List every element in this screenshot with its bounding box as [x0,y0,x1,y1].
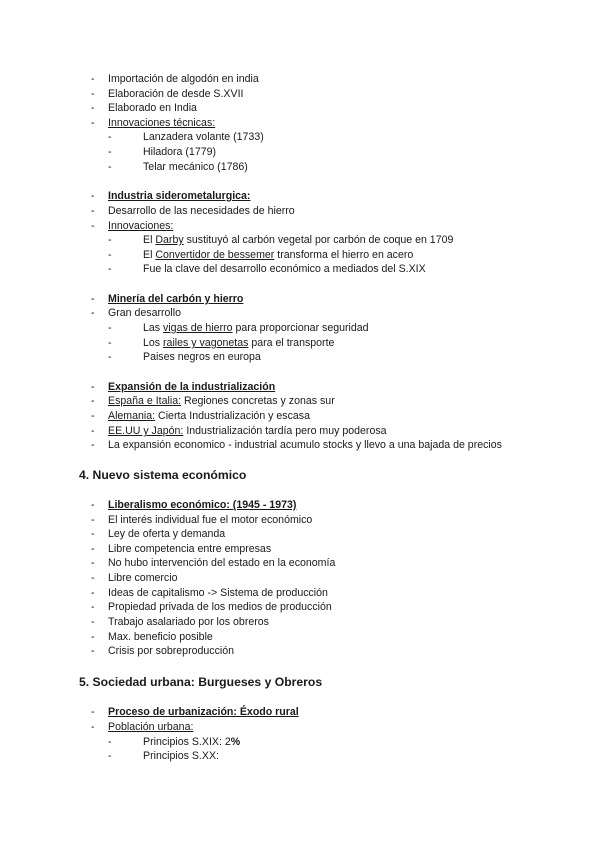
item-text [143,321,369,335]
item-text: Lanzadera volante (1733) [143,131,264,143]
section-title: Industria siderometalurgica: [108,190,251,202]
bullet-dash: - [91,601,95,613]
bullet-dash: - [91,543,95,555]
list-item [0,394,600,408]
bullet-dash: - [91,73,95,85]
bullet-dash: - [91,528,95,540]
text-part: Principios S.XIX: 2 [143,736,231,748]
list-item [0,644,600,658]
bessemer-term: Convertidor de bessemer [155,249,275,261]
item-text [143,336,334,350]
bullet-dash: - [91,645,95,657]
vigas-term: vigas de hierro [163,322,233,334]
text-part: Regiones concretas y zonas sur [181,395,335,407]
item-text [108,424,387,438]
item-text: Crisis por sobreproducción [108,645,235,657]
list-item [0,219,600,233]
item-text: Gran desarrollo [108,307,182,319]
list-item [0,556,600,570]
bullet-dash: - [108,351,112,363]
item-text: Libre comercio [108,572,178,584]
list-item [0,87,600,101]
bullet-dash: - [91,631,95,643]
bullet-dash: - [108,263,112,275]
list-item [0,306,600,320]
percent-sign: % [230,736,241,748]
espana-italia-label: España e Italia: [108,395,182,407]
item-text: Importación de algodón en india [108,73,259,85]
bullet-dash: - [91,706,95,718]
bullet-dash: - [108,249,112,261]
railes-term: railes y vagonetas [163,337,249,349]
item-text: Principios S.XX: [143,750,219,762]
sub-list-item [0,130,600,144]
sub-list-item [0,262,600,276]
poblacion-urbana-label: Población urbana: [108,721,194,733]
text-part: Los [143,337,164,349]
item-text [143,248,413,262]
section-title-row [0,498,600,512]
list-item [0,586,600,600]
item-text [143,735,240,749]
list-item [0,513,600,527]
text-part: para proporcionar seguridad [232,322,369,334]
list-item [0,101,600,115]
text-part: Cierta Industrialización y escasa [155,410,310,422]
list-item [0,720,600,734]
item-text: Max. beneficio posible [108,631,213,643]
section-title: Liberalismo económico: (1945 - 1973) [108,499,297,511]
bullet-dash: - [108,234,112,246]
bullet-dash: - [91,88,95,100]
innovaciones-tecnicas-label: Innovaciones técnicas: [108,117,216,129]
section-title-row [0,380,600,394]
bullet-dash: - [108,131,112,143]
list-item [0,600,600,614]
item-text: Elaborado en India [108,102,197,114]
item-text: Telar mecánico (1786) [143,161,248,173]
bullet-dash: - [108,146,112,158]
text-part: sustituyó al carbón vegetal por carbón de coque en 1709 [183,234,454,246]
bullet-dash: - [91,514,95,526]
sub-list-item [0,350,600,364]
item-text: La expansión economico - industrial acumulo stocks y llevo a una bajada de precios [108,439,502,451]
item-text [108,394,335,408]
item-text: Ley de oferta y demanda [108,528,226,540]
sub-list-item [0,145,600,159]
list-item [0,615,600,629]
bullet-dash: - [91,587,95,599]
sub-list-item [0,233,600,247]
darby-term: Darby [155,234,184,246]
bullet-dash: - [91,425,95,437]
list-item [0,204,600,218]
text-part: para el transporte [248,337,335,349]
bullet-dash: - [91,499,95,511]
section-title: Proceso de urbanización: Éxodo rural [108,706,299,718]
bullet-dash: - [91,205,95,217]
section-title: Expansión de la industrialización [108,381,276,393]
item-text [143,233,453,247]
text-part: Industrialización tardía pero muy poderosa [183,425,387,437]
bullet-dash: - [91,190,95,202]
bullet-dash: - [91,410,95,422]
list-item [0,571,600,585]
text-part: El [143,234,156,246]
bullet-dash: - [108,750,112,762]
list-item [0,409,600,423]
item-text: Ideas de capitalismo -> Sistema de producción [108,587,328,599]
section-heading-4: 4. Nuevo sistema económico [79,468,247,482]
text-part: El [143,249,156,261]
item-text: Paises negros en europa [143,351,261,363]
item-text: Hiladora (1779) [143,146,217,158]
bullet-dash: - [91,220,95,232]
bullet-dash: - [91,102,95,114]
item-text [108,409,310,423]
sub-list-item [0,749,600,763]
bullet-dash: - [91,721,95,733]
section-title-row [0,189,600,203]
section-title-row [0,705,600,719]
item-text: Elaboración de desde S.XVII [108,88,244,100]
item-text: Trabajo asalariado por los obreros [108,616,269,628]
bullet-dash: - [108,161,112,173]
text-part: transforma el hierro en acero [274,249,414,261]
item-text: El interés individual fue el motor económico [108,514,313,526]
text-part: Las [143,322,164,334]
innovaciones-label: Innovaciones: [108,220,174,232]
item-text: Propiedad privada de los medios de producción [108,601,332,613]
section-heading-5: 5. Sociedad urbana: Burgueses y Obreros [79,675,323,689]
bullet-dash: - [91,395,95,407]
bullet-dash: - [91,293,95,305]
item-text: Libre competencia entre empresas [108,543,272,555]
sub-list-item [0,321,600,335]
bullet-dash: - [108,322,112,334]
section-title: Minería del carbón y hierro [108,293,244,305]
list-item [0,527,600,541]
bullet-dash: - [91,572,95,584]
item-text: No hubo intervención del estado en la economía [108,557,336,569]
section-title-row [0,292,600,306]
item-text: Fue la clave del desarrollo económico a mediados del S.XIX [143,263,426,275]
bullet-dash: - [91,117,95,129]
bullet-dash: - [91,307,95,319]
eeuu-japon-label: EE.UU y Japón: [108,425,184,437]
item-text: Desarrollo de las necesidades de hierro [108,205,295,217]
bullet-dash: - [91,381,95,393]
bullet-dash: - [91,439,95,451]
bullet-dash: - [108,337,112,349]
sub-list-item [0,735,600,749]
sub-list-item [0,248,600,262]
bullet-dash: - [108,736,112,748]
bullet-dash: - [91,616,95,628]
list-item [0,542,600,556]
list-item [0,630,600,644]
list-item [0,116,600,130]
sub-list-item [0,336,600,350]
sub-list-item [0,160,600,174]
list-item [0,72,600,86]
bullet-dash: - [91,557,95,569]
list-item [0,438,600,452]
list-item [0,424,600,438]
alemania-label: Alemania: [108,410,156,422]
